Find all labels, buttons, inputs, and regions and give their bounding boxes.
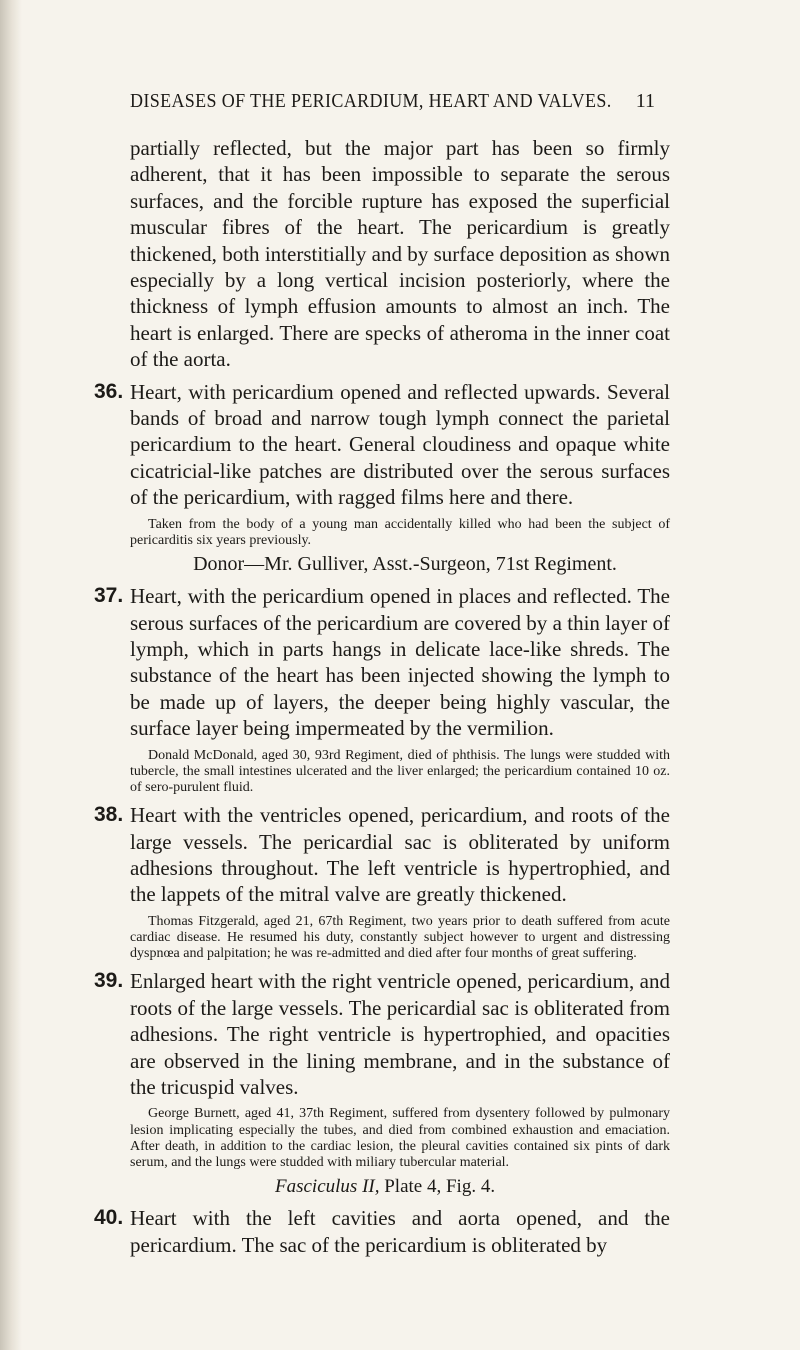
entry-description: Enlarged heart with the right ventricle opened, pericardium, and roots of the large vessels. The pericardial sac is obliterated from adhesions. The right ventricle is hypertrophied, and opacities are observed in the lining membrane, and in the substance of the tricuspid valves. — [130, 969, 670, 1099]
entry-number: 37. — [94, 584, 124, 608]
entry-number: 40. — [94, 1206, 124, 1230]
catalogue-entry-38 — [94, 802, 670, 962]
catalogue-entry-39 — [94, 968, 670, 1199]
case-note: Thomas Fitzgerald, aged 21, 67th Regiment, two years prior to death suffered from acute cardiac disease. He resumed his duty, constantly subject however to urgent and distressing dyspnœa and palpitation; he was re-admitted and died after four months of great suffering. — [130, 913, 670, 962]
donor-line: Donor—Mr. Gulliver, Asst.-Surgeon, 71st Regiment. — [193, 553, 617, 576]
binding-shadow — [0, 0, 22, 1350]
case-note: George Burnett, aged 41, 37th Regiment, suffered from dysentery followed by pulmonary lesion implicating especially the tubes, and died from combined exhaustion and emaciation. After death, in addition to the cardiac lesion, the pleural cavities contained six pints of dark serum, and the lungs were studded with miliary tubercular material. — [130, 1106, 670, 1171]
entry-description: Heart with the left cavities and aorta opened, and the pericardium. The sac of the pericardium is obliterated by — [130, 1206, 670, 1257]
entry-number: 38. — [94, 803, 124, 827]
plate-reference — [130, 1175, 670, 1199]
catalogue-entry-40 — [94, 1205, 670, 1258]
entry-description: Heart, with the pericardium opened in places and reflected. The serous surfaces of the pericardium are covered by a thin layer of lymph, which in parts hangs in delicate lace-like shreds. The substance of the heart has been injected showing the lymph to be made up of layers, the deeper being highly vascular, the surface layer being impermeated by the vermilion. — [130, 584, 670, 741]
entry-number: 39. — [94, 969, 124, 993]
case-note: Taken from the body of a young man accidentally killed who had been the subject of pericarditis six years previously. — [130, 516, 670, 548]
page-body — [94, 135, 670, 1258]
running-title: DISEASES OF THE PERICARDIUM, HEART AND VALVES. — [130, 90, 612, 112]
case-note: Donald McDonald, aged 30, 93rd Regiment, died of phthisis. The lungs were studded with tubercle, the small intestines ulcerated and the liver enlarged; the pericardium contained 10 oz. of sero-purulent fluid. — [130, 747, 670, 795]
entry-number: 36. — [94, 379, 124, 403]
catalogue-entry-37 — [94, 583, 670, 796]
continuation-paragraph: partially reflected, but the major part has been so firmly adherent, that it has been impossible to separate the serous surfaces, and the forcible rupture has exposed the superficial muscular fibres of the heart. The pericardium is greatly thickened, both interstitially and by surface deposition as shown especially by a long vertical incision posteriorly, where the thickness of lymph effusion amounts to almost an inch. The heart is enlarged. There are specks of atheroma in the inner coat of the aorta. — [130, 136, 670, 372]
running-head — [130, 90, 655, 120]
entry-description: Heart, with pericardium opened and reflected upwards. Several bands of broad and narrow tough lymph connect the parietal pericardium to the heart. General cloudiness and opaque white cicatricial-like patches are distributed over the serous surfaces of the pericardium, with ragged films here and there. — [130, 379, 670, 510]
catalogue-entry-36 — [94, 379, 670, 577]
plate-figure: Plate 4, Fig. 4. — [384, 1176, 496, 1198]
entry-description: Heart with the ventricles opened, pericardium, and roots of the large vessels. The pericardial sac is obliterated by uniform adhesions throughout. The left ventricle is hypertrophied, and the lappets of the mitral valve are greatly thickened. — [130, 803, 670, 907]
page-number: 11 — [635, 90, 655, 112]
fasciculus-label: Fasciculus II, — [275, 1176, 380, 1198]
